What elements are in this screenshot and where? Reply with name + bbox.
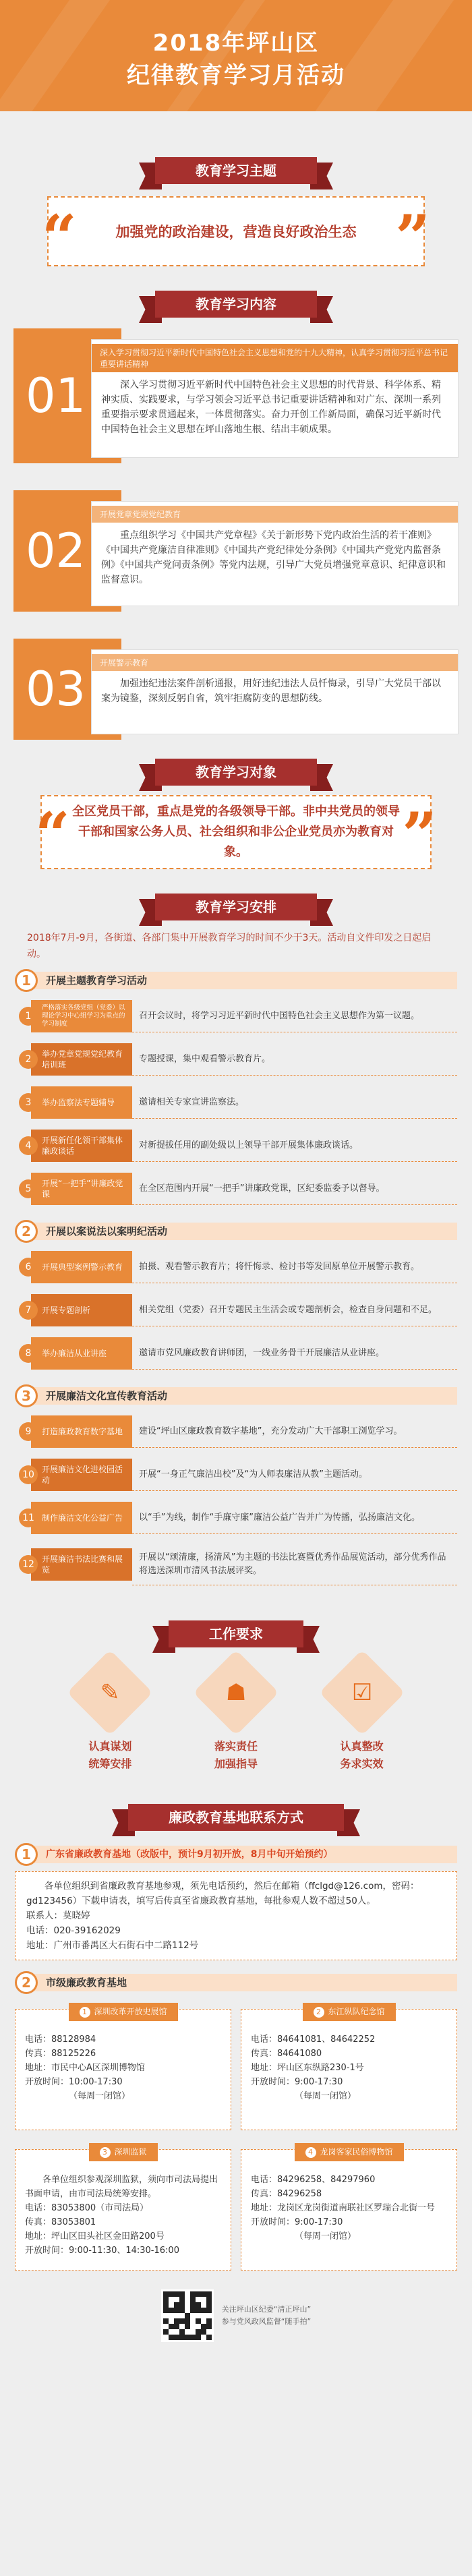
schedule-item [15,1084,457,1121]
footer-line: 关注坪山区纪委“清正坪山” [221,2305,312,2314]
item-number: 9 [19,1422,38,1441]
content-card [91,649,459,734]
schedule-item [15,1413,457,1451]
base-tag: 2 东江纵队纪念馆 [302,2003,395,2021]
schedule-item [15,1248,457,1286]
item-number: 1 [19,1007,38,1026]
base-card [241,2149,457,2271]
base-card [241,2009,457,2130]
item-label: 举办廉洁从业讲座 [31,1337,132,1370]
item-label: 制作廉洁文化公益广告 [31,1502,132,1534]
contact-group-city [15,1971,457,2271]
item-number: 7 [19,1301,38,1320]
header-banner [0,0,472,111]
schedule-heading: 教育学习安排 [0,889,472,926]
content-number: 03 [13,639,121,740]
content-card [91,501,459,606]
schedule-item [15,1456,457,1494]
content-bar: 开展党章党规党纪教育 [92,506,458,523]
group-number: 2 [15,1220,38,1243]
base-line: 传真：84641080 [251,2049,322,2059]
provincial-text: 各单位组织到省廉政教育基地参观，须先电话预约，然后在邮箱（ffclgd@126.com，密码：gd123456）下载申请表，填写后传真至省廉政教育基地，每批参观人数不超过50人。 [26,1881,419,1906]
item-desc: 相关党组（党委）召开专题民主生活会或专题剖析会，检查自身问题和不足。 [132,1294,457,1326]
item-desc: 建设“坪山区廉政教育数字基地”，充分发动广大干部职工浏览学习。 [132,1415,457,1448]
group-title: 开展主题教育学习活动 [31,972,457,989]
qr-code[interactable] [161,2289,214,2342]
provincial-contact: 联系人：莫晓婷 [26,1910,90,1921]
schedule-item [15,997,457,1035]
group-title: 市级廉政教育基地 [31,1974,457,1991]
base-line: 传真：88125226 [25,2049,96,2059]
item-label: 打造廉政教育数字基地 [31,1415,132,1448]
base-line: 开放时间：10:00-17:30 [25,2077,123,2087]
open-quote-icon: “ [35,799,70,871]
base-line: （每周一闭馆） [295,2231,357,2242]
base-tag: 1 深圳改革开放史展馆 [68,2003,177,2021]
content-bar: 开展警示教育 [92,654,458,671]
item-desc: 开展“一身正气廉洁出校”及“为人师表廉洁从教”主题活动。 [132,1459,457,1491]
schedule-item [15,1335,457,1372]
item-label: 举办监察法专题辅导 [31,1086,132,1119]
open-quote-icon: “ [42,202,77,273]
schedule-item [15,1127,457,1165]
group-title: 开展廉洁文化宣传教育活动 [31,1387,457,1405]
base-card [15,2009,231,2130]
header-title-line1: 2018年坪山区 [152,30,320,57]
item-number: 11 [19,1509,38,1527]
requirements-list [47,1662,425,1773]
theme-text: 加强党的政治建设，营造良好政治生态 [115,224,357,240]
item-desc: 召开会议时，将学习习近平新时代中国特色社会主义思想作为第一议题。 [132,1000,457,1032]
group-title: 广东省廉政教育基地（改版中，预计9月初开放，8月中旬开始预约） [31,1846,457,1863]
content-item [13,328,459,463]
close-quote-icon: ” [402,799,437,871]
content-card [91,339,459,458]
item-number: 6 [19,1258,38,1277]
item-desc: 邀请市党风廉政教育讲师团，一线业务骨干开展廉洁从业讲座。 [132,1337,457,1370]
item-number: 2 [19,1050,38,1069]
base-line: 开放时间：9:00-17:30 [251,2217,343,2227]
schedule-group [15,1384,457,1587]
item-desc: 专题授课，集中观看警示教育片。 [132,1043,457,1076]
content-text: 深入学习贯彻习近平新时代中国特色社会主义思想的时代背景、科学体系、精神实质、实践要求，与学习领会习近平总书记重要讲话精神和对广东、深圳一系列重要指示要求贯通起来，一体贯彻落实。奋力开创工作新局面，确保习近平新时代中国特色社会主义思想在坪山落地生根、结出丰硕成果。 [101,380,441,435]
group-title: 开展以案说法以案明纪活动 [31,1223,457,1240]
contact-group-provincial [15,1843,457,1960]
base-line: （每周一闭馆） [295,2091,357,2101]
group-number: 3 [15,1384,38,1407]
theme-heading: 教育学习主题 [0,153,472,189]
provincial-phone: 电话：020-39162029 [26,1925,121,1936]
requirements-heading: 工作要求 [0,1616,472,1653]
content-number: 01 [13,328,121,463]
content-bar: 深入学习贯彻习近平新时代中国特色社会主义思想和党的十九大精神，认真学习贯彻习近平总书记重要讲话精神 [92,344,458,372]
base-line: 地址：市民中心A区深圳博物馆 [25,2063,145,2073]
target-text: 全区党员干部，重点是党的各级领导干部。非中共党员的领导干部和国家公务人员、社会组织和非公企业党员亦为教育对象。 [72,804,400,859]
schedule-group [15,1220,457,1372]
base-tag: 3 深圳监狱 [88,2143,157,2161]
contacts-heading: 廉政教育基地联系方式 [0,1800,472,1836]
close-quote-icon: ” [395,202,430,273]
content-number: 02 [13,490,121,612]
item-desc: 邀请相关专家宣讲监察法。 [132,1086,457,1119]
item-number: 10 [19,1465,38,1484]
item-label: 开展“一把手”讲廉政党课 [31,1173,132,1205]
base-line: 电话：84641081、84642252 [251,2035,376,2045]
base-line: 开放时间：9:00-11:30、14:30-16:00 [25,2246,179,2256]
base-line: 开放时间：9:00-17:30 [251,2077,343,2087]
document-icon: ✎ [67,1649,153,1735]
item-desc: 在全区范围内开展“一把手”讲廉政党课，区纪委监委予以督导。 [132,1173,457,1205]
base-line: 电话：84296258、84297960 [251,2175,376,2185]
base-tag: 4 龙岗客家民俗博物馆 [294,2143,403,2161]
schedule-item [15,1291,457,1329]
schedule-item [15,1499,457,1537]
schedule-item [15,1041,457,1078]
provincial-info [15,1871,457,1960]
requirement-item [315,1662,409,1773]
item-number: 3 [19,1093,38,1112]
requirement-line1: 落实责任 [214,1740,258,1753]
content-item [13,639,459,740]
base-line: 地址：坪山区东纵路230-1号 [251,2063,364,2073]
content-heading: 教育学习内容 [0,287,472,323]
item-label: 举办党章党规党纪教育培训班 [31,1043,132,1076]
requirement-line1: 认真整改 [340,1740,384,1753]
item-number: 5 [19,1179,38,1198]
base-line: （每周一闭馆） [69,2091,131,2101]
theme-box [42,196,430,273]
requirement-item [63,1662,157,1773]
content-text: 重点组织学习《中国共产党章程》《关于新形势下党内政治生活的若干准则》《中国共产党廉洁自律准则》《中国共产党纪律处分条例》《中国共产党党内监督条例》《中国共产党问责条例》等党内法规，引导广大党员增强党章意识、纪律意识和监督意识。 [101,530,446,585]
group-number: 1 [15,1843,38,1866]
content-text: 加强违纪违法案件剖析通报，用好违纪违法人员忏悔录，引导广大党员干部以案为镜鉴，深刻反躬自省，筑牢拒腐防变的思想防线。 [101,678,441,704]
clipboard-icon: ☑ [319,1649,405,1735]
handshake-icon: ☗ [193,1649,278,1735]
item-label: 开展廉洁文化进校园活动 [31,1459,132,1491]
header-title-line2: 纪律教育学习月活动 [127,62,345,89]
base-line: 各单位组织参观深圳监狱，须向市司法局提出书面申请，由市司法局统筹安排。 [25,2175,218,2199]
requirement-item [189,1662,283,1773]
item-label: 开展新任化领干部集体廉政谈话 [31,1130,132,1162]
item-number: 8 [19,1344,38,1363]
schedule-intro: 2018年7月-9月，各街道、各部门集中开展教育学习的时间不少于3天。活动自文件印发之日起启动。 [27,933,432,960]
content-item [13,490,459,612]
target-heading: 教育学习对象 [0,755,472,791]
schedule-group [15,969,457,1208]
item-desc: 对新提拔任用的副处级以上领导干部开展集体廉政谈话。 [132,1130,457,1162]
requirement-line2: 加强指导 [214,1757,258,1770]
requirement-line2: 统筹安排 [88,1757,132,1770]
base-card [15,2149,231,2271]
item-label: 严格落实各级党组（党委）以理论学习中心组学习为重点的学习制度 [31,1000,132,1032]
requirement-line2: 务求实效 [340,1757,384,1770]
base-line: 地址：龙岗区龙岗街道南联社区罗瑞合北街一号 [251,2203,436,2213]
base-line: 地址：坪山区田头社区金田路200号 [25,2231,165,2242]
item-label: 开展典型案例警示教育 [31,1251,132,1283]
item-label: 开展专题剖析 [31,1294,132,1326]
group-number: 2 [15,1971,38,1994]
target-box [35,795,437,871]
schedule-item [15,1170,457,1208]
footer [0,2289,472,2342]
provincial-address: 地址：广州市番禺区大石街石中二路112号 [26,1940,199,1951]
base-line: 传真：84296258 [251,2189,322,2199]
base-line: 电话：83053800（市司法局） [25,2203,149,2213]
item-number: 4 [19,1136,38,1155]
item-number: 12 [19,1555,38,1574]
requirement-line1: 认真谋划 [88,1740,132,1753]
group-number: 1 [15,969,38,992]
footer-line: 参与党风政风监督“随手拍” [221,2317,312,2326]
item-desc: 以“手”为线，制作“手廉守廉”廉洁公益广告并广为传播，弘扬廉洁文化。 [132,1502,457,1534]
item-desc: 开展以“颂清廉，扬清风”为主题的书法比赛暨优秀作品展览活动，部分优秀作品将选送深圳市清风书法展评奖。 [132,1544,457,1585]
item-desc: 拍摄、观看警示教育片；将忏悔录、检讨书等发回原单位开展警示教育。 [132,1251,457,1283]
item-label: 开展廉洁书法比赛和展览 [31,1548,132,1581]
schedule-item [15,1542,457,1587]
base-line: 传真：83053801 [25,2217,96,2227]
base-line: 电话：88128984 [25,2035,96,2045]
